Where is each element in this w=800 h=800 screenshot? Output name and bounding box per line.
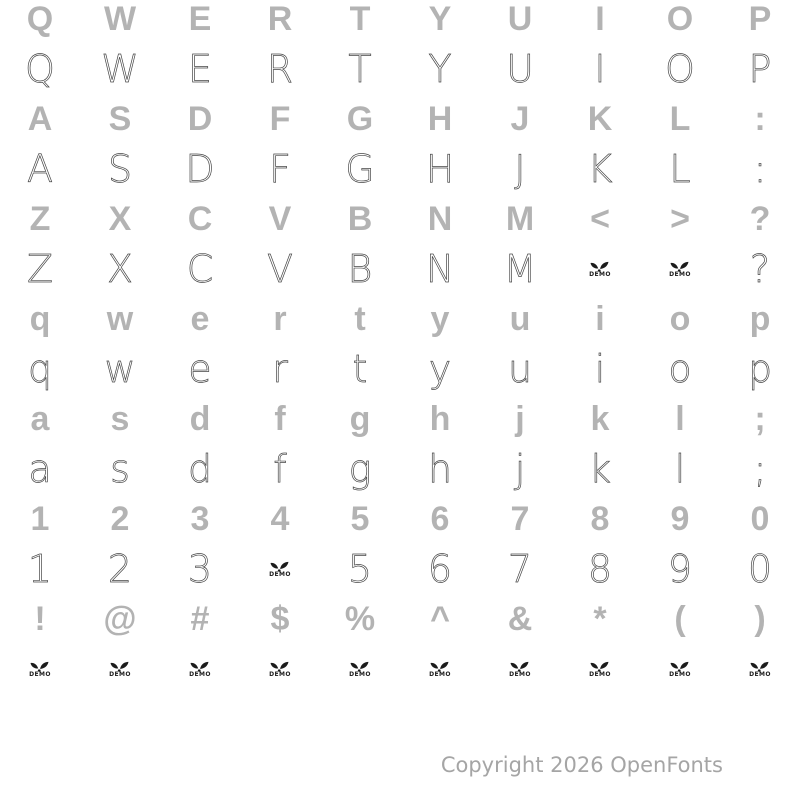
font-glyph: 8 [587,547,613,591]
reference-glyph: A [27,100,53,138]
reference-glyph: & [507,600,533,638]
reference-glyph: G [346,100,374,138]
font-glyph: g [348,447,372,491]
reference-glyph: Z [29,200,51,238]
demo-watermark-badge [349,661,371,678]
font-glyph: 6 [427,547,453,591]
demo-watermark-cell [560,644,640,694]
demo-watermark-badge [269,661,291,678]
demo-sprout-icon [109,661,130,672]
reference-glyph: M [505,200,535,238]
reference-glyph: P [748,0,772,38]
demo-watermark-badge [269,561,291,578]
reference-glyph: w [106,300,134,338]
reference-glyph: 2 [110,500,130,538]
font-glyph: j [514,447,526,491]
copyright-text: Copyright 2026 OpenFonts [440,753,723,777]
reference-glyph: Q [26,0,54,38]
reference-glyph: L [669,100,691,138]
reference-glyph: H [427,100,453,138]
demo-font-row [0,244,800,294]
demo-watermark-cell [240,544,320,594]
font-glyph: B [347,247,373,291]
font-glyph: L [669,147,691,191]
reference-glyph: l [675,400,685,438]
reference-glyph: Y [428,0,452,38]
reference-glyph: C [187,200,213,238]
font-glyph: p [747,347,773,391]
reference-glyph: e [190,300,210,338]
demo-label: DEMO [29,670,51,678]
font-glyph: W [101,47,139,91]
reference-glyph: V [268,200,292,238]
demo-label: DEMO [669,270,691,278]
demo-watermark-badge [589,661,611,678]
reference-glyph: I [595,0,605,38]
reference-glyph: k [590,400,610,438]
demo-label: DEMO [589,670,611,678]
reference-glyph: a [30,400,50,438]
font-glyph: T [348,47,372,91]
font-glyph: V [267,247,293,291]
reference-glyph: g [349,400,371,438]
reference-glyph: 0 [750,500,770,538]
reference-row [0,594,800,644]
reference-glyph: : [754,100,766,138]
reference-glyph: ( [674,600,686,638]
font-glyph: Z [26,247,54,291]
demo-watermark-badge [589,261,611,278]
reference-glyph: ^ [430,600,450,638]
font-glyph: O [665,47,695,91]
reference-glyph: ) [754,600,766,638]
demo-label: DEMO [189,670,211,678]
reference-glyph: ! [34,600,46,638]
demo-watermark-badge [189,661,211,678]
font-glyph: G [345,147,375,191]
demo-watermark-cell [480,644,560,694]
demo-sprout-icon [749,661,770,672]
reference-glyph: ? [749,200,771,238]
font-glyph: : [753,147,767,191]
font-glyph: N [425,247,455,291]
reference-glyph: p [749,300,771,338]
font-glyph: Y [428,47,452,91]
demo-watermark-cell [0,644,80,694]
reference-glyph: s [110,400,130,438]
demo-watermark-badge [29,661,51,678]
demo-label: DEMO [429,670,451,678]
demo-label: DEMO [589,270,611,278]
demo-sprout-icon [29,661,50,672]
demo-watermark-badge [669,261,691,278]
demo-watermark-badge [669,661,691,678]
font-glyph: 5 [347,547,373,591]
reference-glyph: E [188,0,212,38]
demo-watermark-cell [320,644,400,694]
reference-glyph: 9 [670,500,690,538]
reference-glyph: @ [103,600,137,638]
font-glyph: 0 [747,547,773,591]
font-glyph: X [106,247,134,291]
font-glyph: d [187,447,213,491]
demo-watermark-cell [240,644,320,694]
font-glyph: f [273,447,287,491]
demo-sprout-icon [429,661,450,672]
font-glyph: K [587,147,613,191]
font-glyph: q [27,347,53,391]
reference-glyph: o [669,300,691,338]
reference-glyph: 4 [270,500,290,538]
demo-font-row [0,44,800,94]
font-glyph: ? [749,247,771,291]
font-glyph: E [187,47,212,91]
reference-row [0,294,800,344]
font-glyph: S [107,147,133,191]
font-glyph: Q [25,47,55,91]
demo-label: DEMO [669,670,691,678]
demo-watermark-cell [640,244,720,294]
demo-watermark-cell [560,244,640,294]
font-glyph: 3 [187,547,213,591]
reference-glyph: * [593,600,607,638]
font-glyph: i [594,347,606,391]
font-glyph: r [272,347,288,391]
demo-sprout-icon [349,661,370,672]
demo-font-row [0,444,800,494]
reference-glyph: q [29,300,51,338]
reference-glyph: N [427,200,453,238]
demo-watermark-badge [509,661,531,678]
reference-glyph: y [430,300,450,338]
font-glyph: ; [753,447,767,491]
demo-watermark-cell [720,644,800,694]
reference-row [0,94,800,144]
font-glyph: w [104,347,136,391]
font-glyph: M [503,247,537,291]
reference-row [0,194,800,244]
reference-glyph: 1 [30,500,50,538]
font-glyph: l [674,447,686,491]
font-glyph: 7 [507,547,533,591]
reference-glyph: u [509,300,531,338]
demo-sprout-icon [669,661,690,672]
demo-label: DEMO [349,670,371,678]
demo-sprout-icon [509,661,530,672]
demo-label: DEMO [269,670,291,678]
font-glyph: R [266,47,294,91]
font-glyph: P [748,47,772,91]
reference-glyph: 3 [190,500,210,538]
demo-font-row [0,344,800,394]
reference-glyph: 7 [510,500,530,538]
reference-glyph: f [274,400,286,438]
demo-sprout-icon [589,261,610,272]
demo-font-row [0,144,800,194]
font-glyph: I [594,47,606,91]
font-glyph: 2 [107,547,133,591]
demo-label: DEMO [109,670,131,678]
reference-glyph: t [354,300,366,338]
reference-glyph: T [349,0,371,38]
font-glyph: a [28,447,52,491]
demo-sprout-icon [269,661,290,672]
demo-sprout-icon [189,661,210,672]
demo-sprout-icon [669,261,690,272]
reference-glyph: < [590,200,610,238]
demo-label: DEMO [269,570,291,578]
reference-glyph: 5 [350,500,370,538]
font-glyph: C [186,247,214,291]
reference-glyph: 8 [590,500,610,538]
reference-glyph: X [108,200,132,238]
reference-glyph: F [269,100,291,138]
demo-label: DEMO [749,670,771,678]
demo-font-row [0,544,800,594]
reference-glyph: 6 [430,500,450,538]
reference-row [0,394,800,444]
font-glyph: D [185,147,215,191]
demo-label: DEMO [509,670,531,678]
reference-glyph: $ [270,600,290,638]
font-glyph: 1 [27,547,53,591]
font-glyph: o [668,347,692,391]
reference-glyph: # [190,600,210,638]
font-glyph: F [269,147,291,191]
demo-watermark-cell [160,644,240,694]
reference-glyph: h [429,400,451,438]
reference-glyph: i [595,300,605,338]
reference-glyph: R [267,0,293,38]
demo-watermark-badge [429,661,451,678]
reference-glyph: ; [754,400,766,438]
font-glyph: y [428,347,452,391]
font-glyph: J [514,147,526,191]
reference-glyph: D [187,100,213,138]
font-glyph: 9 [667,547,693,591]
reference-glyph: S [108,100,132,138]
font-glyph: u [507,347,533,391]
font-glyph: H [425,147,455,191]
demo-font-row [0,644,800,694]
demo-watermark-badge [749,661,771,678]
reference-glyph: d [189,400,211,438]
font-glyph: k [588,447,611,491]
reference-row [0,494,800,544]
reference-glyph: j [515,400,525,438]
font-glyph: s [110,447,130,491]
demo-sprout-icon [589,661,610,672]
reference-glyph: > [670,200,690,238]
font-glyph: A [27,147,53,191]
reference-glyph: r [273,300,287,338]
font-glyph: U [506,47,534,91]
reference-glyph: W [103,0,137,38]
reference-glyph: J [510,100,530,138]
demo-watermark-cell [640,644,720,694]
font-glyph: h [427,447,453,491]
reference-glyph: K [587,100,613,138]
reference-row [0,0,800,44]
demo-watermark-badge [109,661,131,678]
demo-sprout-icon [269,561,290,572]
font-glyph: t [352,347,368,391]
reference-glyph: % [344,600,376,638]
demo-watermark-cell [400,644,480,694]
demo-watermark-cell [80,644,160,694]
reference-glyph: B [347,200,373,238]
reference-glyph: U [507,0,533,38]
font-glyph: e [188,347,212,391]
reference-glyph: O [666,0,694,38]
